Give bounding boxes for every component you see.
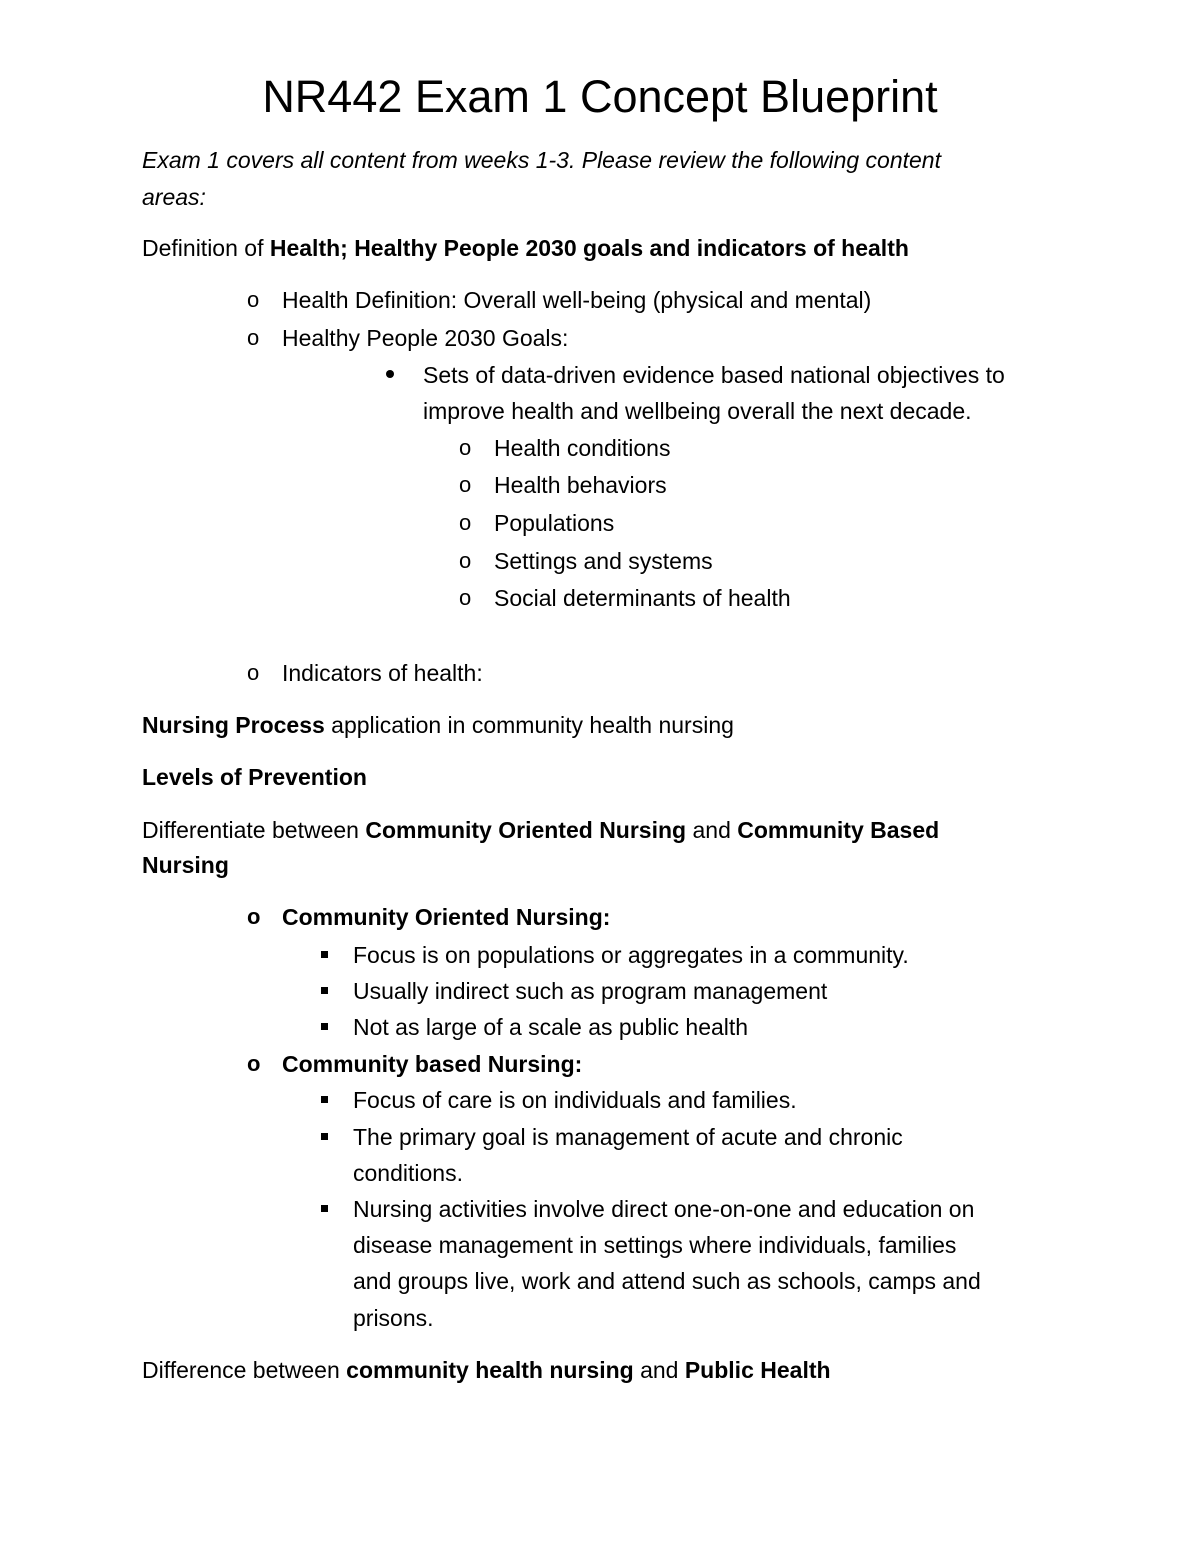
- levels-of-prevention-bold: Levels of Prevention: [142, 764, 367, 790]
- section-health-bold: Health; Healthy People 2030 goals and indicators of health: [269, 235, 909, 261]
- page-title: NR442 Exam 1 Concept Blueprint: [262, 71, 938, 122]
- based-point-2-line-2: conditions.: [353, 1160, 463, 1186]
- based-point-2-line-1: The primary goal is management of acute and chronic: [353, 1124, 903, 1150]
- differentiate-mid: and: [686, 817, 738, 843]
- difference-prefix: Difference between: [142, 1357, 347, 1383]
- square-bullet-icon: [321, 987, 328, 994]
- circle-bullet: o: [247, 660, 260, 685]
- based-heading-text: Community based Nursing:: [282, 1051, 583, 1077]
- based-point-3-line-2: disease management in settings where individuals, families: [353, 1232, 957, 1258]
- square-bullet-icon: [321, 1023, 328, 1030]
- hp2030-goals: Healthy People 2030 Goals:: [282, 325, 569, 351]
- circle-bullet: o: [459, 435, 472, 460]
- square-bullet-icon: [321, 951, 328, 958]
- nursing-process-rest: application in community health nursing: [324, 712, 734, 738]
- oriented-point: Usually indirect such as program management: [353, 978, 828, 1004]
- difference-bold-2: Public Health: [684, 1357, 831, 1383]
- section-differentiate-line-2: [142, 851, 229, 879]
- circle-bullet: o: [247, 287, 260, 312]
- topic-item: Populations: [494, 510, 615, 536]
- oriented-heading-text: Community Oriented Nursing:: [282, 904, 611, 930]
- square-bullet-icon: [321, 1096, 328, 1103]
- nursing-process-bold: Nursing Process: [142, 712, 325, 738]
- goal-description-line-1: Sets of data-driven evidence based national objectives to: [423, 362, 1005, 388]
- disc-bullet-icon: [386, 370, 394, 378]
- differentiate-bold-1: Community Oriented Nursing: [365, 817, 687, 843]
- goal-description-line-2: improve health and wellbeing overall the next decade.: [423, 398, 972, 424]
- section-health-prefix: Definition of: [142, 235, 270, 261]
- section-levels-of-prevention: [142, 763, 367, 791]
- bold-circle-bullet: o: [247, 1051, 261, 1076]
- difference-mid: and: [633, 1357, 685, 1383]
- section-differentiate-line-1: [142, 816, 939, 844]
- based-point-3-line-1: Nursing activities involve direct one-on-one and education on: [353, 1196, 975, 1222]
- oriented-point: Not as large of a scale as public health: [353, 1014, 749, 1040]
- differentiate-bold-3: Nursing: [142, 852, 229, 878]
- intro-line-1: Exam 1 covers all content from weeks 1-3. Please review the following content: [142, 147, 941, 173]
- bold-circle-bullet: o: [247, 904, 261, 929]
- topic-item: Health conditions: [494, 435, 671, 461]
- health-definition: Health Definition: Overall well-being (physical and mental): [282, 287, 872, 313]
- circle-bullet: o: [459, 585, 472, 610]
- square-bullet-icon: [321, 1133, 328, 1140]
- based-point-3-line-4: prisons.: [353, 1305, 434, 1331]
- square-bullet-icon: [321, 1205, 328, 1212]
- topic-item: Social determinants of health: [494, 585, 791, 611]
- difference-bold-1: community health nursing: [346, 1357, 634, 1383]
- based-point-3-line-3: and groups live, work and attend such as schools, camps and: [353, 1268, 981, 1294]
- topic-item: Settings and systems: [494, 548, 713, 574]
- circle-bullet: o: [459, 510, 472, 535]
- section-difference: [142, 1356, 831, 1384]
- based-point-1: Focus of care is on individuals and families.: [353, 1087, 797, 1113]
- circle-bullet: o: [459, 472, 472, 497]
- indicators-of-health: Indicators of health:: [282, 660, 483, 686]
- section-nursing-process: [142, 711, 734, 739]
- oriented-heading: [282, 903, 610, 931]
- section-health-heading: [142, 234, 909, 262]
- oriented-point: Focus is on populations or aggregates in a community.: [353, 942, 909, 968]
- differentiate-prefix: Differentiate between: [142, 817, 366, 843]
- circle-bullet: o: [247, 325, 260, 350]
- based-heading: [282, 1050, 582, 1078]
- differentiate-bold-2: Community Based: [737, 817, 940, 843]
- intro-line-2: areas:: [142, 184, 206, 210]
- topic-item: Health behaviors: [494, 472, 667, 498]
- circle-bullet: o: [459, 548, 472, 573]
